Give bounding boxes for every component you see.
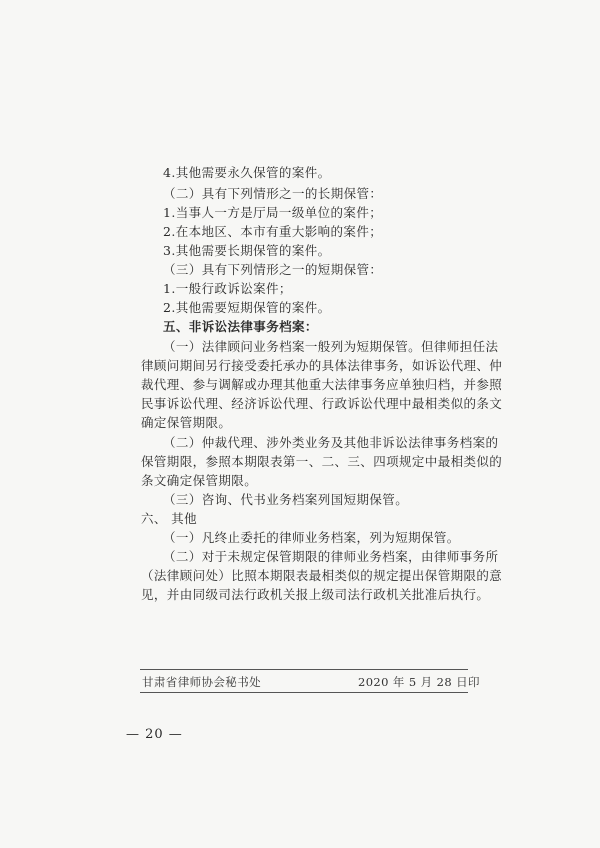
text-line: 保管期限，参照本期限表第一、二、三、四项规定中最相类似的	[141, 454, 503, 469]
page-number: — 20 —	[126, 727, 183, 742]
footer-date: 2020 年 5 月 28 日印	[358, 675, 480, 689]
text-line: 2.其他需要短期保管的案件。	[163, 300, 331, 315]
text-line: 条文确定保管期限。	[141, 473, 258, 488]
footer-issuer: 甘肃省律师协会秘书处	[142, 675, 261, 689]
text-line: （二）对于未规定保管期限的律师业务档案，由律师事务所	[163, 549, 499, 564]
text-line: 2.在本地区、本市有重大影响的案件；	[163, 224, 383, 239]
text-line: 民事诉讼代理、经济诉讼代理、行政诉讼代理中最相类似的条文	[141, 396, 503, 411]
text-line: （二）仲裁代理、涉外类业务及其他非诉讼法律事务档案的	[163, 435, 499, 450]
text-line: 见，并由同级司法行政机关报上级司法行政机关批准后执行。	[141, 587, 490, 602]
text-line: 4.其他需要永久保管的案件。	[163, 165, 331, 180]
text-line: 3.其他需要长期保管的案件。	[163, 243, 331, 258]
text-line: 律顾问期间另行接受委托承办的具体法律事务，如诉讼代理、仲	[141, 358, 503, 373]
text-line: 确定保管期限。	[141, 415, 232, 430]
section-heading: 六、 其他	[141, 511, 197, 526]
text-line: （一）法律顾问业务档案一般列为短期保管。但律师担任法	[163, 339, 499, 354]
text-line: （三）具有下列情形之一的短期保管：	[163, 262, 383, 277]
text-line: （三）咨询、代书业务档案列国短期保管。	[163, 492, 409, 507]
footer-top-rule	[140, 669, 468, 670]
section-heading: 五、非诉讼法律事务档案：	[163, 319, 318, 334]
text-line: 1.一般行政诉讼案件；	[163, 281, 292, 296]
text-line: 裁代理、参与调解或办理其他重大法律事务应单独归档，并参照	[141, 377, 503, 392]
text-line: （一）凡终止委托的律师业务档案，列为短期保管。	[163, 530, 460, 545]
text-line: （法律顾问处）比照本期限表最相类似的规定提出保管期限的意	[141, 568, 503, 583]
text-line: （二）具有下列情形之一的长期保管：	[163, 186, 383, 201]
footer-bottom-rule	[140, 692, 468, 693]
text-line: 1.当事人一方是厅局一级单位的案件；	[163, 205, 383, 220]
